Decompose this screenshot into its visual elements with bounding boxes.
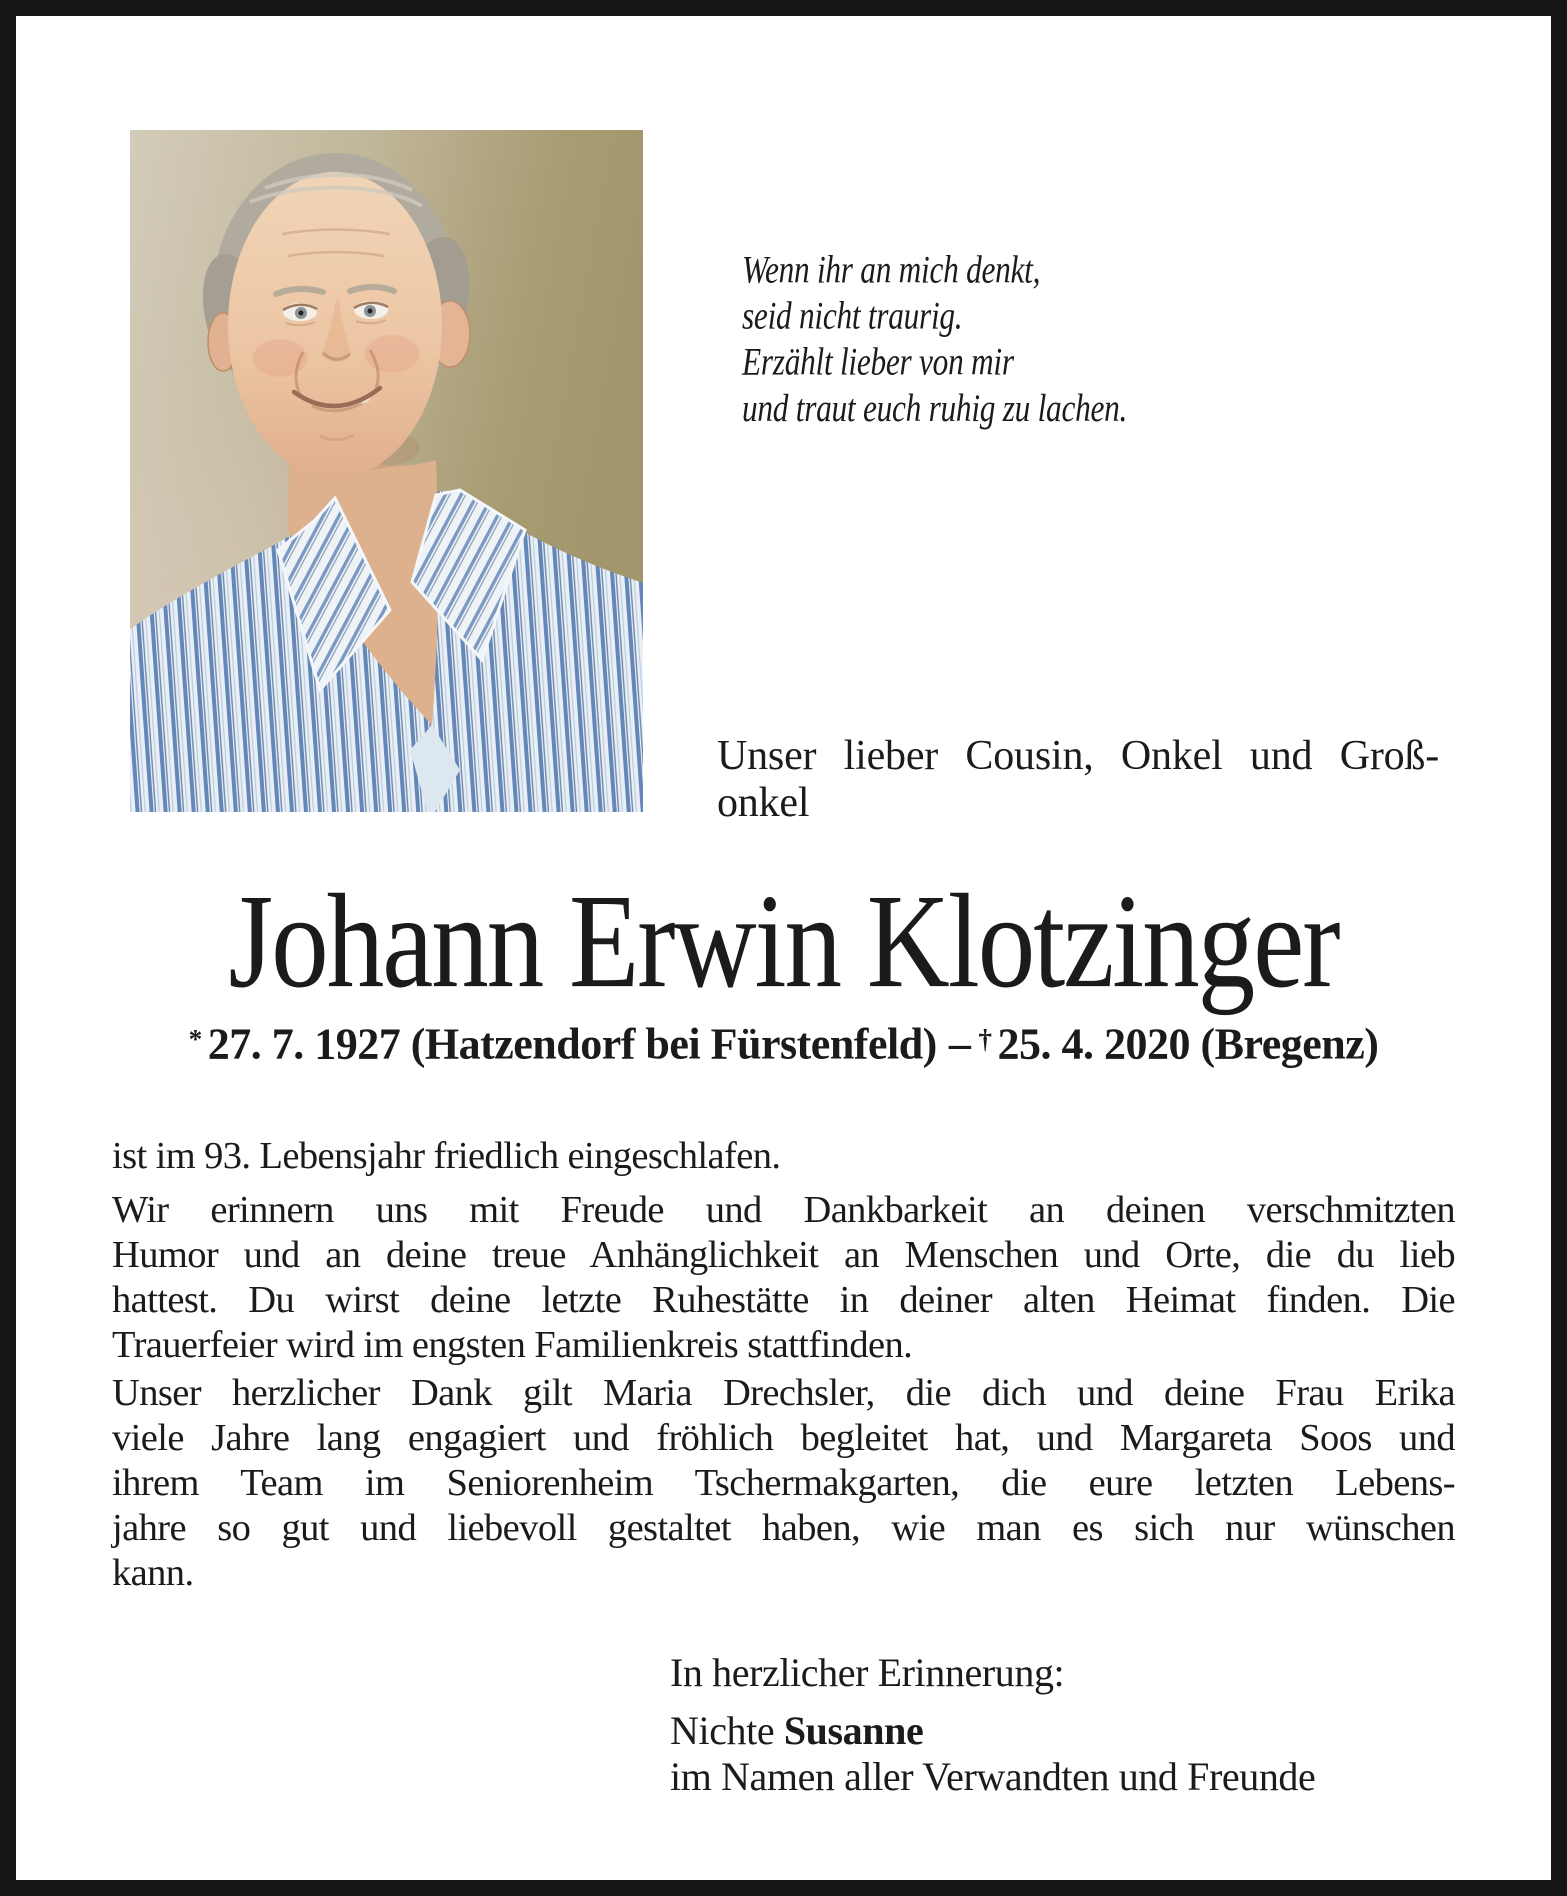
relation-intro-line: Unser lieber Cousin, Onkel und Groß- bbox=[717, 733, 1439, 779]
mourner-name: Susanne bbox=[783, 1708, 924, 1753]
deceased-name: Johann Erwin Klotzinger bbox=[228, 866, 1339, 1016]
death-symbol: † bbox=[978, 1024, 992, 1054]
paragraph-remembrance bbox=[112, 1188, 1455, 1368]
birth-symbol: * bbox=[188, 1024, 202, 1054]
relation-intro bbox=[717, 733, 1439, 827]
body-line: ihrem Team im Seniorenheim Tschermakgarten, die eure letzten Lebens- bbox=[112, 1462, 1455, 1504]
body-line: kann. bbox=[112, 1552, 194, 1594]
mourner-relation: Nichte bbox=[670, 1708, 784, 1753]
mourner-line bbox=[670, 1708, 1460, 1754]
body-line: Humor und an deine treue Anhänglichkeit an Menschen und Orte, die du lieb bbox=[112, 1234, 1455, 1276]
poem-line: seid nicht traurig. bbox=[742, 293, 963, 338]
body-line: Wir erinnern uns mit Freude und Dankbarkeit an deinen verschmitzten bbox=[112, 1189, 1455, 1231]
body-line: jahre so gut und liebevoll gestaltet haben, wie man es sich nur wünschen bbox=[112, 1507, 1455, 1549]
poem-line: und traut euch ruhig zu lachen. bbox=[742, 385, 1128, 430]
closing-heading: In herzlicher Erinnerung: bbox=[670, 1650, 1065, 1695]
portrait-illustration bbox=[130, 130, 643, 812]
memorial-poem bbox=[742, 246, 1299, 431]
poem-line: Wenn ihr an mich denkt, bbox=[742, 247, 1041, 292]
body-line: Unser herzlicher Dank gilt Maria Drechsler, die dich und deine Frau Erika bbox=[112, 1372, 1455, 1414]
body-line: hattest. Du wirst deine letzte Ruhestätte in deiner alten Heimat finden. Die bbox=[112, 1279, 1455, 1321]
death-date: 25. 4. 2020 (Bregenz) bbox=[997, 1019, 1379, 1069]
body-line: Trauerfeier wird im engsten Familienkreis stattfinden. bbox=[112, 1324, 913, 1366]
body-line: viele Jahre lang engagiert und fröhlich begleitet hat, und Margareta Soos und bbox=[112, 1417, 1455, 1459]
life-dates bbox=[112, 1013, 1455, 1070]
paragraph-passing bbox=[112, 1134, 1455, 1179]
birth-date: 27. 7. 1927 (Hatzendorf bei Fürstenfeld) bbox=[207, 1019, 937, 1069]
closing-block bbox=[670, 1650, 1460, 1800]
dates-separator: – bbox=[948, 1019, 971, 1069]
poem-line: Erzählt lieber von mir bbox=[742, 339, 1014, 384]
body-line: ist im 93. Lebensjahr friedlich eingeschlafen. bbox=[112, 1135, 781, 1177]
portrait-photo bbox=[130, 130, 643, 812]
mourner-addendum: im Namen aller Verwandten und Freunde bbox=[670, 1754, 1316, 1799]
relation-intro-line: onkel bbox=[717, 780, 810, 826]
paragraph-thanks bbox=[112, 1371, 1455, 1596]
